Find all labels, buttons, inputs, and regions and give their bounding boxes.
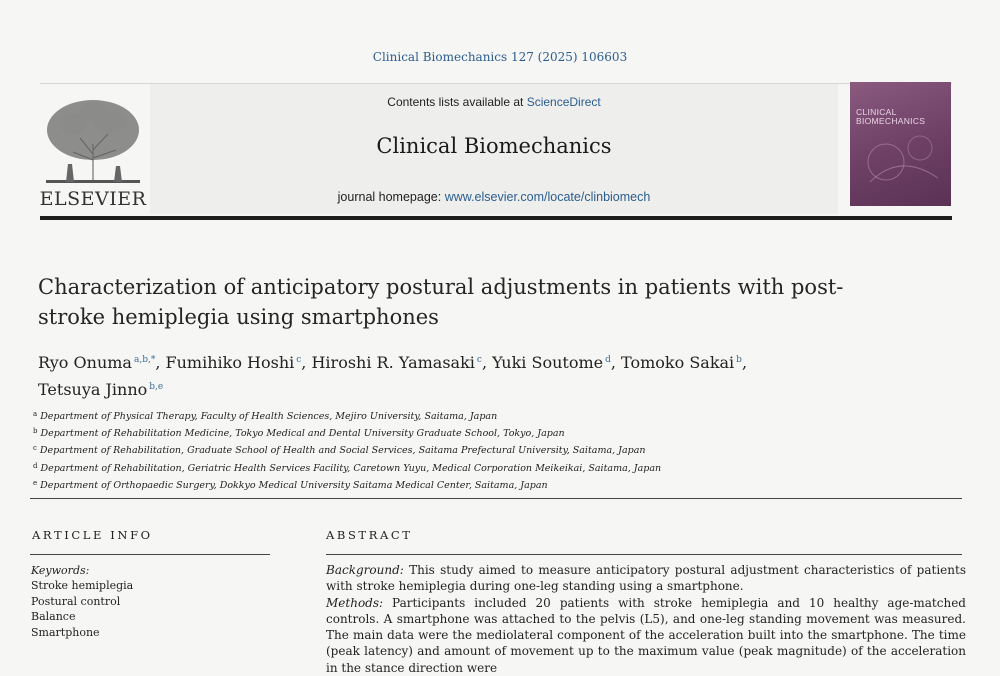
homepage-prefix: journal homepage: bbox=[337, 190, 445, 204]
keywords-label: Keywords: bbox=[31, 564, 90, 577]
affiliation-item bbox=[33, 476, 833, 493]
methods-text: Participants included 20 patients with stroke hemiplegia and 10 healthy age-matched controls. A smartphone was attached to the pelvis (L5), and one-leg standing movement was measured. The main data were the mediolateral component of the acceleration built into the smartphone. The time (peak latency) and amount of movement up to the maximum value (peak magnitude) of the acceleration in the stance direction were bbox=[326, 595, 966, 675]
figure-right bbox=[114, 166, 122, 182]
header-thick-divider bbox=[40, 216, 952, 220]
article-title: Characterization of anticipatory postural adjustments in patients with post-stroke hemiplegia using smartphones bbox=[38, 275, 844, 329]
author-name[interactable]: Fumihiko Hoshi bbox=[165, 353, 295, 372]
keyword-item: Postural control bbox=[31, 594, 121, 608]
keywords-list bbox=[31, 578, 133, 640]
author-affiliation-marker[interactable]: b bbox=[736, 355, 742, 365]
figure-left bbox=[66, 164, 74, 182]
author-name[interactable]: Hiroshi R. Yamasaki bbox=[311, 353, 475, 372]
author-separator: , bbox=[301, 353, 312, 372]
affiliation-text: Department of Rehabilitation Medicine, Tokyo Medical and Dental University Graduate School, Tokyo, Japan bbox=[40, 428, 565, 440]
affiliation-item bbox=[33, 424, 833, 441]
cover-title: CLINICAL BIOMECHANICS bbox=[856, 107, 926, 126]
sciencedirect-link[interactable]: ScienceDirect bbox=[526, 95, 601, 109]
author-affiliation-marker[interactable]: b,e bbox=[149, 382, 164, 392]
affiliation-text: Department of Rehabilitation, Geriatric Health Services Facility, Caretown Yuyu, Medical Corporation Meikeikai, Saitama, Japan bbox=[40, 462, 662, 474]
keyword-item: Smartphone bbox=[31, 625, 100, 639]
homepage-line bbox=[150, 190, 838, 204]
abstract-body bbox=[326, 562, 966, 676]
affiliation-list bbox=[33, 407, 833, 493]
affiliation-key: e bbox=[33, 478, 38, 487]
keyword-item: Balance bbox=[31, 610, 76, 624]
author-separator: , bbox=[610, 353, 622, 372]
author-name[interactable]: Tetsuya Jinno bbox=[38, 380, 148, 399]
author-affiliation-marker[interactable]: a,b,* bbox=[133, 355, 156, 365]
author-name[interactable]: Yuki Soutome bbox=[492, 353, 604, 372]
affiliation-item bbox=[33, 459, 833, 476]
section-divider bbox=[30, 498, 962, 499]
background-text: This study aimed to measure anticipatory postural adjustment characteristics of patients with stroke hemiplegia during one-leg standing using a smartphone. bbox=[326, 563, 966, 594]
background-label: Background: bbox=[326, 563, 404, 577]
author-affiliation-marker[interactable]: d bbox=[605, 355, 611, 365]
affiliation-key: d bbox=[33, 461, 38, 470]
methods-label: Methods: bbox=[326, 595, 384, 610]
keyword-item: Stroke hemiplegia bbox=[31, 579, 134, 592]
affiliation-text: Department of Orthopaedic Surgery, Dokkyo Medical University Saitama Medical Center, Saitama, Japan bbox=[40, 479, 548, 491]
affiliation-key: a bbox=[33, 410, 38, 418]
author-name[interactable]: Tomoko Sakai bbox=[621, 353, 735, 372]
contents-line bbox=[150, 95, 838, 109]
journal-title: Clinical Biomechanics bbox=[376, 134, 612, 158]
affiliation-text: Department of Rehabilitation, Graduate School of Health and Social Services, Saitama Prefectural University, Saitama, Japan bbox=[39, 445, 646, 457]
article-info-divider bbox=[30, 554, 270, 555]
tree-base bbox=[46, 180, 140, 183]
journal-homepage-link[interactable]: www.elsevier.com/locate/clinbiomech bbox=[444, 190, 651, 204]
affiliation-key: b bbox=[33, 427, 38, 436]
abstract-divider bbox=[326, 554, 962, 555]
affiliation-key: c bbox=[33, 444, 37, 453]
cover-artwork bbox=[850, 82, 951, 206]
author-separator: , bbox=[155, 353, 166, 372]
author-separator: , bbox=[741, 353, 748, 372]
affiliation-text: Department of Physical Therapy, Faculty of Health Sciences, Mejiro University, Saitama, Japan bbox=[40, 411, 498, 422]
author-name[interactable]: Ryo Onuma bbox=[38, 353, 132, 372]
author-affiliation-marker[interactable]: c bbox=[476, 355, 482, 365]
author-affiliation-marker[interactable]: c bbox=[296, 355, 302, 365]
author-separator: , bbox=[481, 353, 493, 372]
affiliation-item bbox=[33, 407, 833, 424]
journal-cover-image bbox=[850, 82, 951, 206]
journal-reference: Clinical Biomechanics 127 (2025) 106603 bbox=[372, 50, 628, 64]
article-info-heading: ARTICLE INFO bbox=[32, 528, 153, 542]
abstract-heading: ABSTRACT bbox=[326, 528, 413, 542]
affiliation-item bbox=[33, 441, 833, 458]
elsevier-wordmark: ELSEVIER bbox=[39, 188, 147, 210]
author-list bbox=[38, 348, 898, 402]
contents-prefix: Contents lists available at bbox=[387, 95, 527, 109]
